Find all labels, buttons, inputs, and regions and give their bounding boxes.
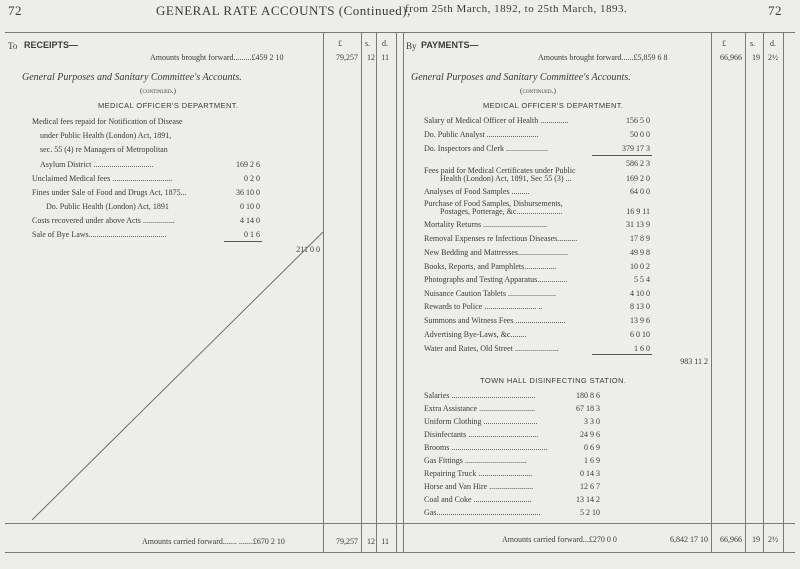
receipts-item-amount: 0 10 0 [240, 202, 260, 211]
payments-item-amount: 50 0 0 [630, 130, 650, 139]
payments-item-amount: 10 0 2 [630, 262, 650, 271]
disinfect-item-amount: 3 3 0 [584, 417, 600, 426]
disinfect-item-text: Coal and Coke ............................. [424, 495, 532, 504]
payments-item-amount: 169 2 0 [626, 174, 650, 183]
receipts-currency-l: £ [338, 39, 342, 48]
disinfect-item-text: Brooms ................................................ [424, 443, 548, 452]
payments-currency-l: £ [722, 39, 726, 48]
receipts-item-text: Asylum District .............................. [40, 160, 154, 169]
receipts-cf-pence: 11 [381, 537, 389, 546]
receipts-bf-shillings: 12 [367, 53, 375, 62]
payments-item-text-2: Health (London) Act, 1891, Sec 55 (3) ... [440, 174, 572, 183]
payments-currency-d: d. [770, 39, 776, 48]
receipts-currency-d: d. [382, 39, 388, 48]
payments-heading: General Purposes and Sanitary Committee's Accounts. [411, 72, 631, 83]
payments-item-amount: 8 13 0 [630, 302, 650, 311]
payments-item-text: Mortality Returns ................................ [424, 220, 548, 229]
receipts-item-text: Fines under Sale of Food and Drugs Act, 1875... [32, 188, 187, 197]
payments-subtotal-rule [592, 155, 652, 156]
disinfect-item-amount: 1 6 9 [584, 456, 600, 465]
receipts-item-amount: 0 1 6 [244, 230, 260, 239]
payments-subtotal: 586 2 3 [626, 159, 650, 168]
page-number-left: 72 [8, 3, 22, 18]
disinfect-item-amount: 180 8 6 [576, 391, 600, 400]
payments-item-text: Removal Expenses re Infectious Diseases.......... [424, 234, 578, 243]
disinfect-item-text: Gas.................................................... [424, 508, 541, 517]
payments-item-text: Summons and Witness Fees ......................... [424, 316, 566, 325]
receipts-continued: (continued.) [140, 86, 177, 95]
disinfect-item-text: Disinfectants ................................... [424, 430, 539, 439]
receipts-item-amount: 36 10 0 [236, 188, 260, 197]
disinfecting-station-heading: TOWN HALL DISINFECTING STATION. [480, 376, 627, 385]
payments-item-amount: 17 8 9 [630, 234, 650, 243]
payments-label: PAYMENTS— [421, 40, 479, 50]
payments-dept-rule [592, 354, 652, 355]
payments-cf-pounds: 66,966 [720, 535, 742, 544]
payments-item-amount: 49 9 8 [630, 248, 650, 257]
receipts-cf-pounds: 79,257 [336, 537, 358, 546]
page-title: GENERAL RATE ACCOUNTS (Continued), [156, 3, 411, 18]
payments-dept-heading: MEDICAL OFFICER'S DEPARTMENT. [483, 101, 624, 110]
receipts-dept-heading: MEDICAL OFFICER'S DEPARTMENT. [98, 101, 239, 110]
payments-item-amount: 156 5 0 [626, 116, 650, 125]
page-period: from 25th March, 1892, to 25th March, 1893. [405, 3, 628, 15]
payments-item-text: Nuisance Caution Tablets ........................ [424, 289, 556, 298]
payments-item-amount: 1 6 0 [634, 344, 650, 353]
receipts-bf-pounds: 79,257 [336, 53, 358, 62]
payments-item-text: Salary of Medical Officer of Health .............. [424, 116, 569, 125]
payments-item-text: Rewards to Police .......................... .. [424, 302, 543, 311]
disinfect-item-text: Extra Assistance ............................ [424, 404, 536, 413]
page-number-right: 72 [768, 3, 782, 18]
payments-bf-shillings: 19 [752, 53, 760, 62]
disinfect-item-amount: 0 14 3 [580, 469, 600, 478]
payments-item-text: Analyses of Food Samples ......... [424, 187, 530, 196]
receipts-item-text: under Public Health (London) Act, 1891, [40, 131, 172, 140]
disinfect-item-text: Repairing Truck ........................... [424, 469, 533, 478]
receipts-heading: General Purposes and Sanitary Committee's Accounts. [22, 72, 242, 83]
disinfect-item-amount: 0 6 9 [584, 443, 600, 452]
payments-currency-s: s. [750, 39, 756, 48]
disinfect-item-amount: 13 14 2 [576, 495, 600, 504]
payments-carried-forward: Amounts carried forward...£270 0 0 [502, 535, 617, 544]
receipts-item-text: Do. Public Health (London) Act, 1891 [46, 202, 169, 211]
receipts-item-text: Sale of Bye Laws....................................... [32, 230, 167, 239]
payments-item-text: Do. Public Analyst .......................... [424, 130, 539, 139]
payments-item-amount: 16 9 11 [626, 207, 650, 216]
payments-item-text-2: Postages, Porterage, &c....................... [440, 207, 563, 216]
receipts-bf-pence: 11 [381, 53, 389, 62]
payments-item-amount: 379 17 3 [622, 144, 650, 153]
receipts-dept-total: 211 0 0 [296, 245, 320, 254]
payments-item-amount: 31 13 9 [626, 220, 650, 229]
receipts-item-text: Unclaimed Medical fees .............................. [32, 174, 173, 183]
payments-item-text: Do. Inspectors and Clerk ..................... [424, 144, 548, 153]
receipts-item-amount: 4 14 0 [240, 216, 260, 225]
payments-item-amount: 4 10 0 [630, 289, 650, 298]
payments-item-text: Water and Rates, Old Street ...................... [424, 344, 559, 353]
receipts-item-text: sec. 55 (4) re Managers of Metropolitan [40, 145, 168, 154]
payments-item-text: New Bedding and Mattresses......................... [424, 248, 568, 257]
disinfect-item-text: Salaries .......................................... [424, 391, 536, 400]
payments-bf-pence: 2½ [768, 53, 778, 62]
payments-item-amount: 5 5 4 [634, 275, 650, 284]
disinfect-item-amount: 67 18 3 [576, 404, 600, 413]
payments-cf-pence: 2½ [768, 535, 778, 544]
payments-item-amount: 64 0 0 [630, 187, 650, 196]
disinfect-item-amount: 5 2 10 [580, 508, 600, 517]
receipts-brought-forward: Amounts brought forward.........£459 2 10 [150, 53, 284, 62]
receipts-currency-s: s. [365, 39, 371, 48]
receipts-item-amount: 0 2 0 [244, 174, 260, 183]
receipts-carried-forward: Amounts carried forward....... .......£670 2 10 [142, 537, 285, 546]
receipts-item-text: Medical fees repaid for Notification of Disease [32, 117, 183, 126]
payments-dept-total: 983 11 2 [680, 357, 708, 366]
receipts-item-amount: 169 2 6 [236, 160, 260, 169]
payments-cf-shillings: 19 [752, 535, 760, 544]
payments-continued: (continued.) [520, 86, 557, 95]
payments-item-text: Fees paid for Medical Certificates under Public [424, 166, 576, 175]
payments-item-text: Advertising Bye-Laws, &c........ [424, 330, 527, 339]
receipts-label: RECEIPTS— [24, 40, 79, 50]
receipts-to-label: To [8, 41, 18, 51]
payments-by-label: By [406, 41, 417, 51]
payments-item-text: Photographs and Testing Apparatus............... [424, 275, 568, 284]
disinfect-item-amount: 24 9 6 [580, 430, 600, 439]
payments-item-text: Purchase of Food Samples, Disbursements, [424, 199, 563, 208]
receipts-item-text: Costs recovered under above Acts ................ [32, 216, 175, 225]
payments-brought-forward: Amounts brought forward......£5,859 6 8 [538, 53, 668, 62]
payments-item-amount: 6 0 10 [630, 330, 650, 339]
payments-cf-column: 6,842 17 10 [670, 535, 708, 544]
payments-item-text: Books, Reports, and Pamphlets................ [424, 262, 557, 271]
payments-item-amount: 13 9 6 [630, 316, 650, 325]
disinfect-item-text: Horse and Van Hire ...................... [424, 482, 534, 491]
disinfect-item-text: Uniform Clothing ........................... [424, 417, 538, 426]
disinfect-item-amount: 12 6 7 [580, 482, 600, 491]
receipts-cf-shillings: 12 [367, 537, 375, 546]
disinfect-item-text: Gas Fittings ............................... [424, 456, 527, 465]
payments-bf-pounds: 66,966 [720, 53, 742, 62]
